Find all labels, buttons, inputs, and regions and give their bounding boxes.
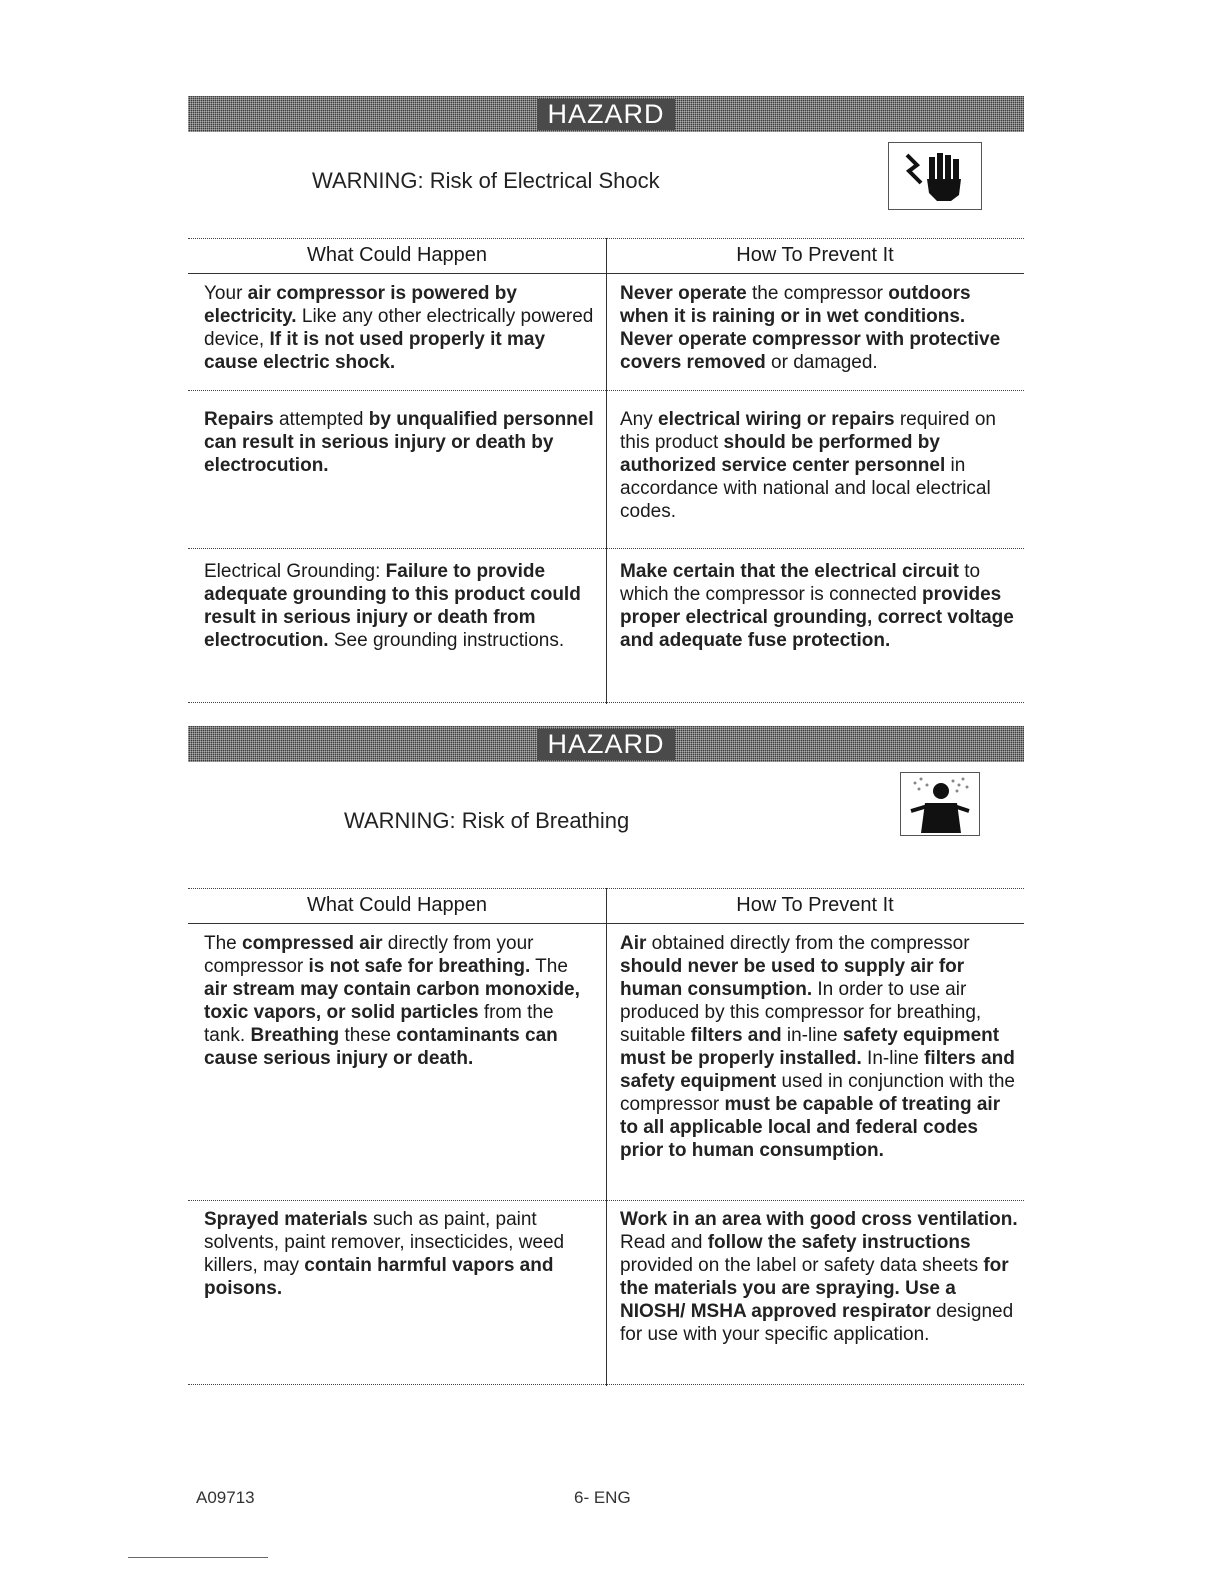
text-run: Your bbox=[204, 283, 248, 304]
electric-shock-hand-icon bbox=[888, 142, 982, 210]
bold-text: contaminants can cause serious injury or death. bbox=[204, 1025, 558, 1069]
text-run: to which the compressor is connected bbox=[620, 561, 981, 605]
bold-text: outdoors when it is raining or in wet conditions. bbox=[620, 283, 971, 327]
text-run: Like any other electrically powered device, bbox=[204, 306, 594, 350]
text-run: designed for use with your specific application. bbox=[620, 1301, 1014, 1345]
column-divider bbox=[606, 888, 607, 1386]
text-run: the compressor bbox=[746, 283, 889, 304]
row-divider bbox=[188, 548, 1024, 549]
hazard-table-breathing bbox=[188, 888, 1024, 1392]
text-run: The bbox=[530, 956, 568, 977]
hazard-banner bbox=[188, 96, 1024, 132]
hazard-section-electrical bbox=[188, 96, 1024, 706]
row-divider bbox=[188, 702, 1024, 703]
bold-text: compressed air bbox=[242, 933, 383, 954]
bold-text: must be capable of treating air to all applicable local and federal codes prior to human consumption. bbox=[620, 1094, 1001, 1161]
bold-text: for the materials you are spraying. Use a NIOSH/ MSHA approved respirator bbox=[620, 1255, 1009, 1322]
bold-text: Failure to provide adequate grounding to this product could result in serious injury or death from electrocution. bbox=[204, 561, 581, 651]
text-run: Any bbox=[620, 409, 659, 430]
bold-text: electrical wiring or repairs bbox=[658, 409, 895, 430]
bold-text: air compressor is powered by electricity. bbox=[204, 283, 517, 327]
row-divider bbox=[188, 390, 1024, 391]
warning-title: WARNING: Risk of Electrical Shock bbox=[312, 168, 660, 193]
bold-text: Never operate compressor with protective covers removed bbox=[620, 329, 1001, 373]
hazard-section-breathing bbox=[188, 726, 1024, 1392]
document-code: A09713 bbox=[196, 1488, 255, 1507]
text-run: The bbox=[204, 933, 243, 954]
bold-text: Never operate bbox=[620, 283, 747, 304]
bold-text: safety equipment must be properly installed. bbox=[620, 1025, 1000, 1069]
text-run: required on this product bbox=[620, 409, 996, 453]
text-run: attempted bbox=[273, 409, 369, 430]
text-run: in-line bbox=[781, 1025, 843, 1046]
table-cell bbox=[620, 932, 1020, 1162]
table-cell bbox=[620, 560, 1020, 652]
bold-text: Work in an area with good cross ventilation. bbox=[620, 1209, 1018, 1230]
text-run: or damaged. bbox=[765, 352, 878, 373]
table-cell bbox=[204, 1208, 596, 1300]
page-number: 6- ENG bbox=[574, 1488, 631, 1507]
bold-text: filters and bbox=[690, 1025, 782, 1046]
table-cell bbox=[204, 560, 596, 652]
text-run: provided on the label or safety data sheets bbox=[620, 1255, 984, 1276]
bold-text: should be performed by authorized service center personnel bbox=[620, 432, 946, 476]
bold-text: provides proper electrical grounding, correct voltage and adequate fuse protection. bbox=[620, 584, 1014, 651]
text-run: in accordance with national and local electrical codes. bbox=[620, 455, 991, 522]
table-cell bbox=[204, 282, 596, 374]
col-header-what-could-happen: What Could Happen bbox=[306, 894, 488, 916]
bold-text: If it is not used properly it may cause electric shock. bbox=[204, 329, 546, 373]
divider-line bbox=[128, 1557, 268, 1558]
bold-text: follow the safety instructions bbox=[707, 1232, 971, 1253]
hazard-banner-label: HAZARD bbox=[537, 729, 674, 760]
text-run: obtained directly from the compressor bbox=[646, 933, 970, 954]
table-cell bbox=[620, 1208, 1020, 1346]
hazard-banner bbox=[188, 726, 1024, 762]
column-divider bbox=[606, 238, 607, 704]
text-run: In-line bbox=[861, 1048, 925, 1069]
text-run: Read and bbox=[620, 1232, 708, 1253]
bold-text: Air bbox=[620, 933, 647, 954]
bold-text: Make certain that the electrical circuit bbox=[620, 561, 959, 582]
row-divider bbox=[188, 1200, 1024, 1201]
col-header-how-to-prevent: How To Prevent It bbox=[736, 244, 894, 266]
row-divider bbox=[188, 1384, 1024, 1385]
bold-text: Sprayed materials bbox=[204, 1209, 368, 1230]
bold-text: air stream may contain carbon monoxide, toxic vapors, or solid particles bbox=[204, 979, 580, 1023]
col-header-how-to-prevent: How To Prevent It bbox=[736, 894, 894, 916]
text-run: used in conjunction with the compressor bbox=[620, 1071, 1015, 1115]
table-cell bbox=[620, 408, 1020, 523]
respiratory-hazard-icon bbox=[900, 772, 980, 836]
table-cell bbox=[204, 408, 596, 477]
bold-text: filters and safety equipment bbox=[620, 1048, 1015, 1092]
text-run: Electrical Grounding: bbox=[204, 561, 386, 582]
text-run: directly from your compressor bbox=[204, 933, 534, 977]
warning-title: WARNING: Risk of Breathing bbox=[344, 808, 630, 833]
text-run: from the tank. bbox=[204, 1002, 554, 1046]
text-run: these bbox=[339, 1025, 397, 1046]
bold-text: by unqualified personnel can result in serious injury or death by electrocution. bbox=[204, 409, 594, 476]
bold-text: contain harmful vapors and poisons. bbox=[204, 1255, 554, 1299]
table-cell bbox=[204, 932, 596, 1070]
bold-text: should never be used to supply air for human consumption. bbox=[620, 956, 965, 1000]
text-run: See grounding instructions. bbox=[328, 630, 565, 651]
bold-text: is not safe for breathing. bbox=[308, 956, 531, 977]
col-header-what-could-happen: What Could Happen bbox=[306, 244, 488, 266]
table-cell bbox=[620, 282, 1020, 374]
text-run: such as paint, paint solvents, paint remover, insecticides, weed killers, may bbox=[204, 1209, 565, 1276]
hazard-table-electrical bbox=[188, 238, 1024, 704]
bold-text: Breathing bbox=[250, 1025, 340, 1046]
hazard-banner-label: HAZARD bbox=[537, 99, 674, 130]
bold-text: Repairs bbox=[204, 409, 274, 430]
text-run: In order to use air produced by this compressor for breathing, suitable bbox=[620, 979, 982, 1046]
